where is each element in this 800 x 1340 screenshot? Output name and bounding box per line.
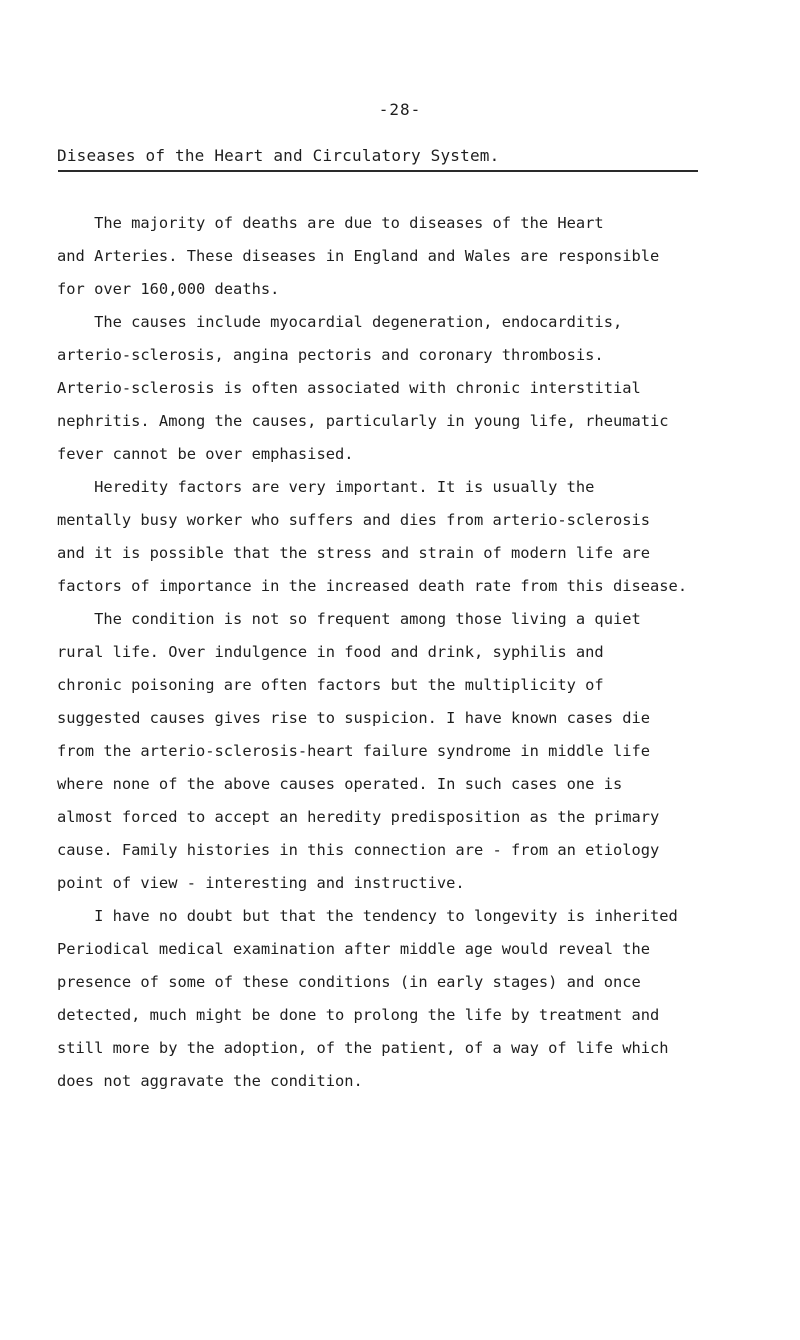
text-line: and it is possible that the stress and strain of modern life are <box>57 544 651 562</box>
text-line: The causes include myocardial degeneration, endocarditis, <box>57 313 623 331</box>
text-line: for over 160,000 deaths. <box>57 280 280 298</box>
text-line: and Arteries. These diseases in England and Wales are responsible <box>57 247 660 265</box>
text-line: Heredity factors are very important. It is usually the <box>57 478 595 496</box>
text-line: presence of some of these conditions (in early stages) and once <box>57 973 641 991</box>
text-line: nephritis. Among the causes, particularly in young life, rheumatic <box>57 412 669 430</box>
text-line: factors of importance in the increased death rate from this disease. <box>57 577 688 595</box>
text-line: Arterio-sclerosis is often associated with chronic interstitial <box>57 379 641 397</box>
section-heading: Diseases of the Heart and Circulatory System. <box>57 146 500 165</box>
text-line: fever cannot be over emphasised. <box>57 445 354 463</box>
text-line: does not aggravate the condition. <box>57 1072 363 1090</box>
text-line: The condition is not so frequent among those living a quiet <box>57 610 641 628</box>
text-line: arterio-sclerosis, angina pectoris and coronary thrombosis. <box>57 346 604 364</box>
text-line: almost forced to accept an heredity predisposition as the primary <box>57 808 660 826</box>
text-line: still more by the adoption, of the patient, of a way of life which <box>57 1039 669 1057</box>
text-line: The majority of deaths are due to diseases of the Heart <box>57 214 604 232</box>
text-line: mentally busy worker who suffers and dies from arterio-sclerosis <box>57 511 651 529</box>
text-line: where none of the above causes operated. In such cases one is <box>57 775 623 793</box>
text-line: rural life. Over indulgence in food and drink, syphilis and <box>57 643 604 661</box>
text-line: cause. Family histories in this connection are - from an etiology <box>57 841 660 859</box>
text-line: I have no doubt but that the tendency to longevity is inherited <box>57 907 678 925</box>
page-number: -28- <box>378 100 422 119</box>
body-text <box>57 213 763 1104</box>
heading-underline <box>58 170 698 172</box>
text-line: chronic poisoning are often factors but the multiplicity of <box>57 676 604 694</box>
text-line: from the arterio-sclerosis-heart failure syndrome in middle life <box>57 742 651 760</box>
text-line: point of view - interesting and instructive. <box>57 874 465 892</box>
text-line: detected, much might be done to prolong the life by treatment and <box>57 1006 660 1024</box>
text-line: suggested causes gives rise to suspicion. I have known cases die <box>57 709 651 727</box>
text-line: Periodical medical examination after middle age would reveal the <box>57 940 651 958</box>
